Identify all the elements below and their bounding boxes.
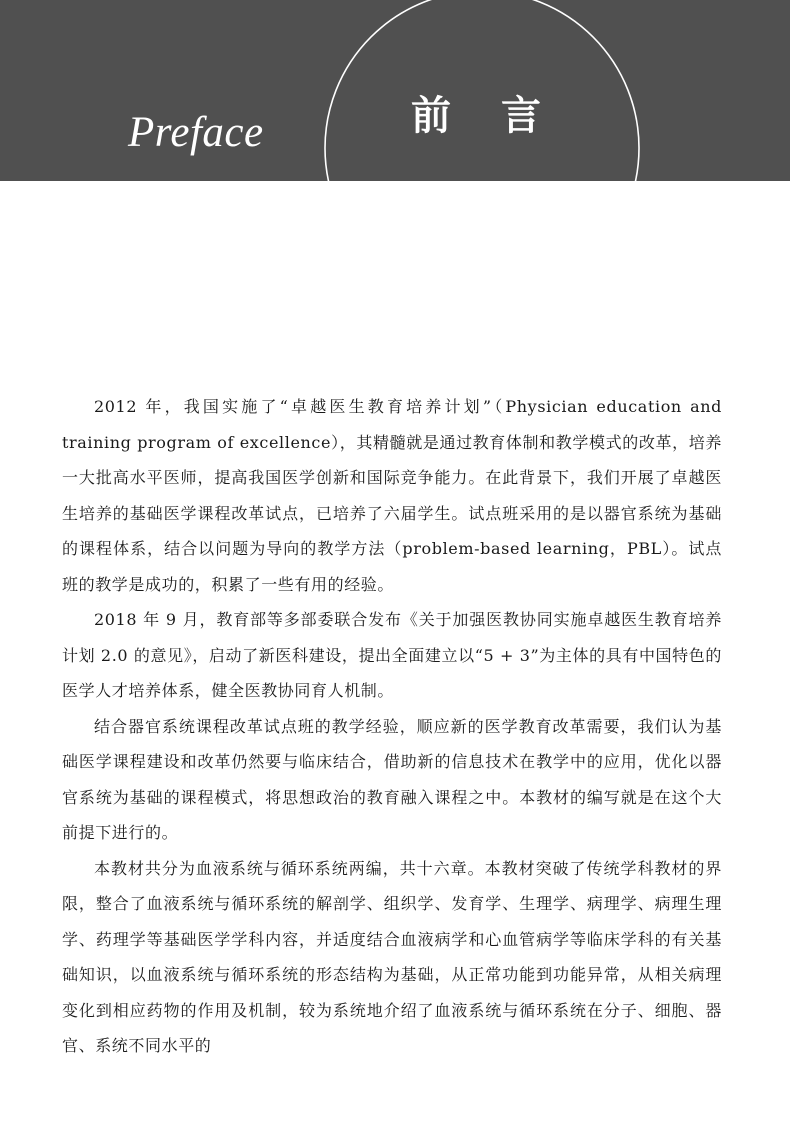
title-english: Preface (128, 109, 264, 156)
header-band (0, 0, 790, 181)
preface-body (62, 389, 722, 1064)
decorative-arc (0, 0, 790, 181)
paragraph-2: 2018 年 9 月，教育部等多部委联合发布《关于加强医教协同实施卓越医生教育培养计划 2.0 的意见》，启动了新医科建设，提出全面建立以“5 + 3”为主体的具有中国特色的医学人才培养体系，健全医教协同育人机制。 (62, 610, 722, 700)
paragraph-4: 本教材共分为血液系统与循环系统两编，共十六章。本教材突破了传统学科教材的界限，整合了血液系统与循环系统的解剖学、组织学、发育学、生理学、病理学、病理生理学、药理学等基础医学学科内容，并适度结合血液病学和心血管病学等临床学科的有关基础知识，以血液系统与循环系统的形态结构为基础，从正常功能到功能异常，从相关病理变化到相应药物的作用及机制，较为系统地介绍了血液系统与循环系统在分子、细胞、器官、系统不同水平的 (62, 858, 722, 1055)
paragraph-3: 结合器官系统课程改革试点班的教学经验，顺应新的医学教育改革需要，我们认为基础医学课程建设和改革仍然要与临床结合，借助新的信息技术在教学中的应用，优化以器官系统为基础的课程模式，将思想政治的教育融入课程之中。本教材的编写就是在这个大前提下进行的。 (62, 716, 722, 842)
paragraph-1: 2012 年，我国实施了“卓越医生教育培养计划”（Physician education and training program of excellence），其精髓就是通过教育体制和教学模式的改革，培养一大批高水平医师，提高我国医学创新和国际竞争能力。在此背景下，我们开展了卓越医生培养的基础医学课程改革试点，已培养了六届学生。试点班采用的是以器官系统为基础的课程体系，结合以问题为导向的教学方法（problem-based learning，PBL）。试点班的教学是成功的，积累了一些有用的经验。 (62, 397, 722, 594)
title-chinese: 前言 (411, 92, 591, 139)
